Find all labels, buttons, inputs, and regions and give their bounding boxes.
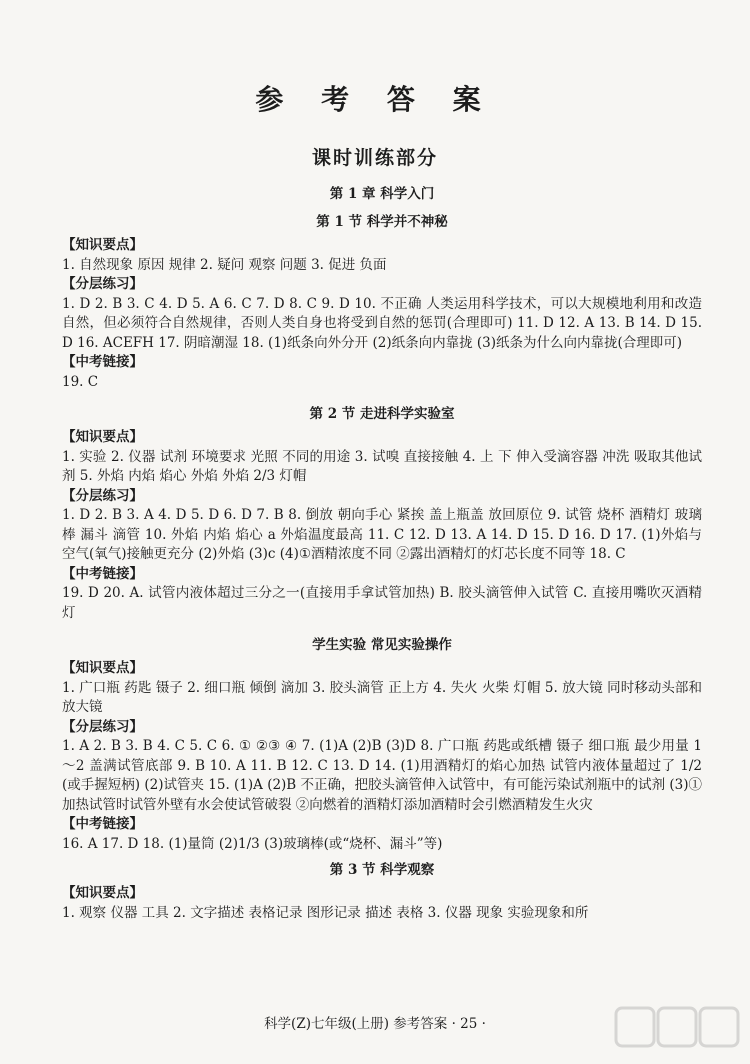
part-label: 【中考链接】	[62, 565, 143, 582]
part-text: 1. D 2. B 3. A 4. D 5. D 6. D 7. B 8. 倒放 朝向手心 紧挨 盖上瓶盖 放回原位 9. 试管 烧杯 酒精灯 玻璃棒 漏斗 滴管 10. 外焰 内焰 焰心 a 外焰温度最高 11. C 12. D 13. A 14. D 15. D 16. D 17. (1)外焰与空气(氧气)接触更充分 (2)外焰 (3)c (4)①酒精浓度不同 ②露出酒精灯的灯芯长度不同等 18. C	[62, 507, 702, 562]
section-heading-3: 学生实验 常见实验操作	[312, 637, 452, 653]
part-text: 19. D 20. A. 试管内液体超过三分之一(直接用手拿试管加热) B. 胶头滴管伸入试管 C. 直接用嘴吹灭酒精灯	[62, 585, 702, 621]
part-label: 【知识要点】	[62, 885, 143, 901]
page-footer: 科学(Z)七年级(上册) 参考答案 · 25 ·	[264, 1016, 486, 1032]
answer-content	[62, 182, 702, 923]
part-text: 1. D 2. B 3. C 4. D 5. A 6. C 7. D 8. C 9. D 10. 不正确 人类运用科学技术，可以大规模地利用和改造自然，但必须符合自然规律，否则人类自身也将受到自然的惩罚(合理即可) 11. D 12. A 13. B 14. D 15. D 16. ACEFH 17. 阴暗潮湿 18. (1)纸条向外分开 (2)纸条向内靠拢 (3)纸条为什么向内靠拢(合理即可)	[62, 295, 702, 351]
part-label: 【中考链接】	[62, 354, 143, 370]
part-text: 16. A 17. D 18. (1)量筒 (2)1/3 (3)玻璃棒(或“烧杯、漏斗”等)	[62, 835, 443, 852]
section-title: 课时训练部分	[311, 147, 438, 169]
part-text: 19. C	[62, 373, 99, 390]
part-text: 1. 实验 2. 仪器 试剂 环境要求 光照 不同的用途 3. 试嗅 直接接触 4. 上 下 伸入受滴容器 冲洗 吸取其他试剂 5. 外焰 内焰 焰心 外焰 外焰 2/3 灯帽	[62, 448, 702, 484]
chapter-heading: 第 1 章 科学入门	[329, 186, 435, 202]
section-heading-2: 第 2 节 走进科学实验室	[309, 406, 455, 422]
part-text: 1. 广口瓶 药匙 镊子 2. 细口瓶 倾倒 滴加 3. 胶头滴管 正上方 4. 失火 火柴 灯帽 5. 放大镜 同时移动头部和放大镜	[62, 679, 702, 715]
section-heading-1: 第 1 节 科学并不神秘	[316, 214, 448, 230]
part-text: 1. 观察 仪器 工具 2. 文字描述 表格记录 图形记录 描述 表格 3. 仪器 现象 实验现象和所	[62, 904, 589, 921]
part-text: 1. A 2. B 3. B 4. C 5. C 6. ① ②③ ④ 7. (1)A (2)B (3)D 8. 广口瓶 药匙或纸槽 镊子 细口瓶 最少用量 1～2 盖满试管底部 9. B 10. A 11. B 12. C 13. D 14. (1)用酒精灯的焰心加热 试管内液体量超过了 1/2(或手握短柄) (2)试管夹 15. (1)A (2)B 不正确，把胶头滴管伸入试管中，有可能污染试剂瓶中的试剂 (3)①加热试管时试管外壁有水会使试管破裂 ②向燃着的酒精灯添加酒精时会引燃酒精发生火灾	[62, 738, 702, 813]
section-heading-4: 第 3 节 科学观察	[329, 862, 435, 878]
part-label: 【知识要点】	[62, 237, 143, 253]
page-title: 参 考 答 案	[255, 83, 495, 116]
part-text: 1. 自然现象 原因 规律 2. 疑问 观察 问题 3. 促进 负面	[62, 256, 387, 273]
watermark-logo-icon	[612, 1002, 742, 1058]
part-label: 【分层练习】	[62, 487, 143, 504]
part-label: 【知识要点】	[62, 429, 143, 445]
part-label: 【分层练习】	[62, 718, 143, 735]
part-label: 【知识要点】	[62, 660, 143, 676]
part-label: 【中考链接】	[62, 816, 143, 832]
part-label: 【分层练习】	[62, 276, 143, 292]
